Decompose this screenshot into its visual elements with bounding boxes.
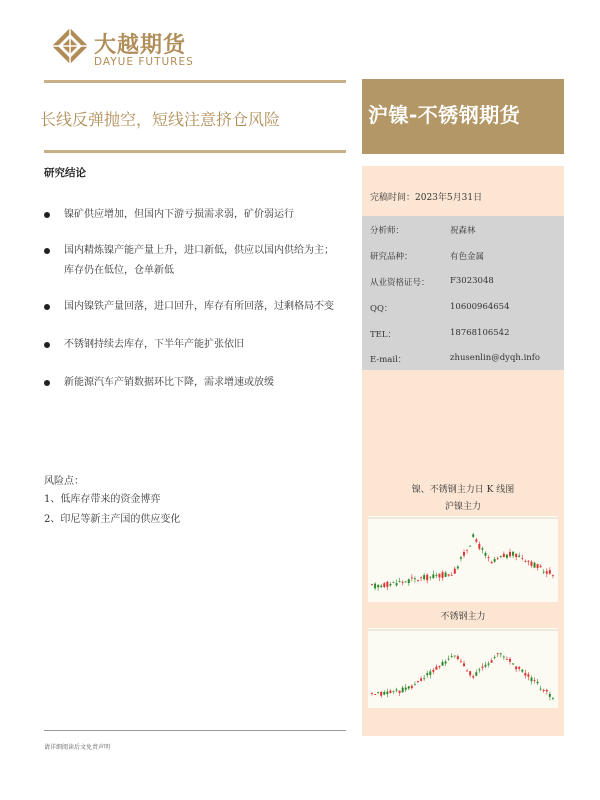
candle-body [392,582,394,583]
bullet-dot [44,212,50,218]
candle-body [488,663,490,664]
candle-body [380,586,382,587]
candle-body [438,666,440,667]
chart-heading: 镍、不锈钢主力日 K 线图 [411,485,515,495]
candle-body [454,569,456,574]
candle-body [432,670,434,672]
candle-body [374,584,376,589]
bullet-item: 国内精炼镍产能产量上升，进口新低，供应以国内供给为主； [64,245,334,256]
candle-body [552,698,554,699]
bullet-item: 镍矿供应增加，但国内下游亏损需求弱，矿价弱运行 [64,209,294,220]
candle-body [518,556,520,557]
footer-rule [44,730,346,731]
candle-body [460,557,462,559]
candle-body [448,659,450,660]
candle-body [549,570,551,573]
info-label-qq: QQ： [370,304,393,314]
candle-body [497,558,499,559]
candle-body [371,693,373,694]
info-value-variety: 有色金属 [450,252,485,262]
candle-body [481,667,483,668]
candle-body [460,661,462,662]
candle-body [469,546,471,547]
candle-body [451,575,453,576]
nickel-kline-chart [368,516,558,602]
candle-body [521,558,523,559]
bullet-dot [44,304,50,310]
bullet-dot [44,380,50,386]
info-value-qq: 10600964654 [450,302,510,312]
candle-body [432,574,434,578]
bullet-item: 不锈钢持续去库存，下半年产能扩张依旧 [64,339,244,350]
candle-body [524,673,526,676]
candle-body [374,694,376,695]
candle-body [423,678,425,679]
stainless-kline-chart [368,628,558,708]
candle-body [396,690,398,691]
candle-body [399,691,401,693]
candle-body [435,667,437,670]
bullet-item-continued: 库存仍在低位，仓单新低 [64,265,174,276]
candle-body [530,562,532,566]
candle-body [494,657,496,658]
candle-body [402,688,404,692]
candle-body [509,659,511,662]
candle-body [448,574,450,575]
candle-body [457,656,459,659]
candle-body [445,573,447,577]
candle-body [457,567,459,569]
candle-body [414,578,416,579]
candle-body [442,662,444,666]
info-label-tel: TEL： [370,330,397,340]
chart1-title: 沪镍主力 [444,502,481,512]
section-title: 研究结论 [44,167,86,179]
candle-body [546,571,548,573]
candle-body [371,584,373,585]
risk-item: 1、低库存带来的资金博弈 [44,494,161,505]
bullet-item: 国内镍铁产量回落，进口回升，库存有所回落，过剩格局不变 [64,301,334,312]
info-label-analyst: 分析师： [370,226,405,236]
candle-body [402,582,404,583]
candle-body [521,670,523,672]
info-value-analyst: 祝森林 [450,226,476,236]
logo-en-text: DAYUE FUTURES [94,56,194,68]
candle-body [488,557,490,558]
candle-body [438,574,440,578]
candle-body [417,580,419,581]
candle-body [534,563,536,568]
candle-body [420,577,422,578]
candle-body [537,564,539,568]
candle-body [411,686,413,688]
report-title: 长线反弹抛空，短线注意挤仓风险 [40,110,281,129]
candle-body [429,577,431,578]
candle-body [527,561,529,562]
candle-body [475,539,477,541]
candle-body [411,577,413,578]
candle-body [380,692,382,696]
candle-body [530,678,532,681]
candle-body [463,552,465,556]
candle-body [469,671,471,675]
candle-body [405,582,407,583]
info-label-license: 从业资格证号： [370,278,430,288]
candle-body [540,566,542,567]
info-label-email: E-mail： [370,355,407,365]
candle-body [506,659,508,660]
analyst-info-box [362,216,564,370]
candle-body [509,552,511,556]
candle-body [546,690,548,692]
risk-title: 风险点： [44,476,84,487]
candle-body [442,572,444,578]
candle-body [429,671,431,675]
candle-body [454,656,456,657]
candle-body [500,556,502,557]
logo-cn-text: 大越期货 [94,33,187,58]
candle-body [503,657,505,658]
candle-body [386,692,388,694]
disclaimer-note: 请详细阅读后文免责声明 [44,744,111,751]
candle-body [534,680,536,681]
candle-body [463,663,465,666]
candle-body [549,694,551,697]
candle-body [512,663,514,664]
risk-item: 2、印尼等新主产国的供应变化 [44,514,181,525]
logo-mark-icon [50,26,90,66]
bullet-item: 新能源汽车产销数据环比下降，需求增速或放缓 [64,377,274,388]
candle-body [414,684,416,685]
company-logo [50,26,210,72]
title-top-rule [44,80,346,83]
candle-body [515,667,517,670]
candle-body [537,682,539,683]
candle-body [475,672,477,675]
candle-body [527,674,529,676]
candle-body [445,661,447,663]
candle-body [515,554,517,557]
candle-body [466,550,468,551]
candle-body [481,548,483,549]
candle-body [506,555,508,558]
info-value-license: F3023048 [450,276,494,286]
candle-body [408,686,410,688]
bullet-dot [44,248,50,254]
candle-body [377,692,379,693]
completed-date: 完稿时间：2023年5月31日 [370,193,483,203]
candle-body [478,544,480,549]
chart2-title: 不锈钢主力 [440,612,486,622]
candle-body [405,688,407,690]
candle-body [417,681,419,682]
candle-body [396,583,398,585]
candle-body [389,584,391,585]
candle-body [420,678,422,680]
candle-body [472,676,474,677]
candle-body [552,575,554,576]
candle-body [426,575,428,580]
bullet-dot [44,342,50,348]
candle-body [451,656,453,657]
candle-body [423,575,425,579]
candle-body [500,653,502,654]
candle-body [503,554,505,557]
candle-body [484,553,486,556]
candle-body [540,689,542,690]
candle-body [491,660,493,662]
candle-body [399,581,401,582]
info-value-email[interactable]: zhusenlin@dyqh.info [450,353,541,363]
candle-body [377,585,379,587]
candle-body [386,582,388,587]
info-label-variety: 研究品种： [370,252,413,262]
candle-body [543,690,545,691]
candle-body [543,572,545,573]
candle-body [494,559,496,562]
candle-body [383,692,385,695]
candle-body [524,561,526,562]
title-bottom-rule [44,150,346,153]
candle-body [491,562,493,563]
candle-body [478,669,480,670]
info-value-tel: 18768106542 [450,328,510,338]
candle-body [512,552,514,556]
candle-body [518,667,520,669]
candle-body [466,671,468,672]
candle-body [472,534,474,537]
candle-body [408,579,410,583]
candle-body [497,653,499,654]
candle-body [383,583,385,587]
candle-body [435,575,437,576]
candle-body [426,673,428,675]
candle-body [389,691,391,693]
candle-body [484,665,486,667]
candle-body [392,691,394,692]
product-tag: 沪镍-不锈钢期货 [368,103,521,127]
